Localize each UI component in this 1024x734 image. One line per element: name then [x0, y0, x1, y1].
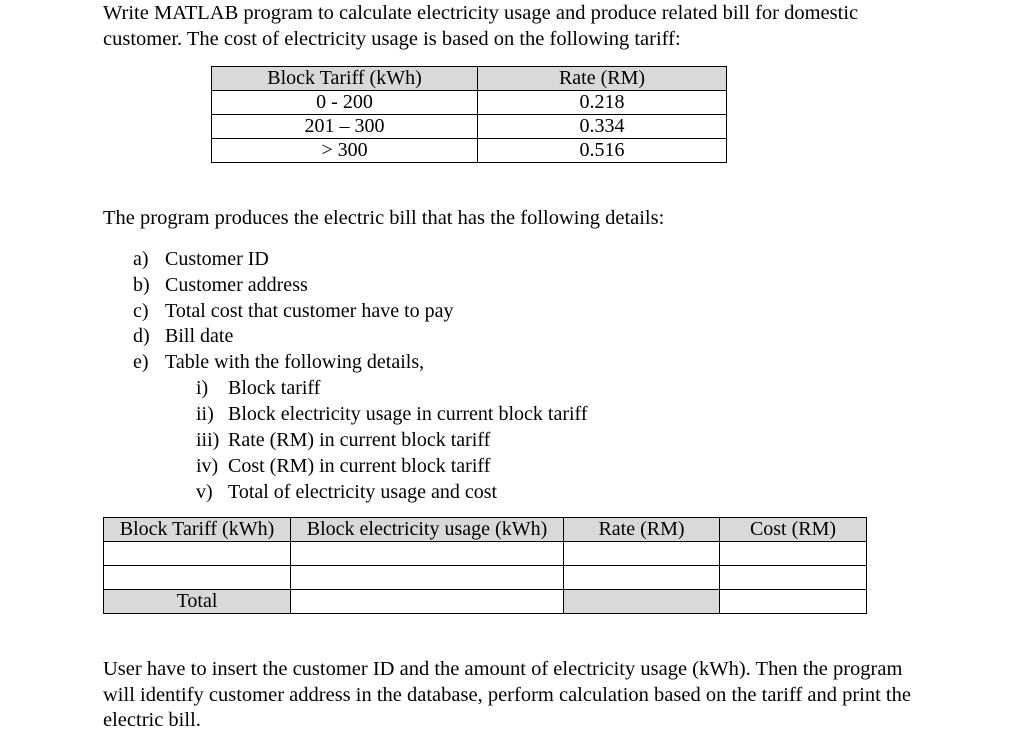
bill-header-row — [104, 518, 867, 542]
list-item — [133, 298, 454, 324]
bill-cell — [104, 566, 291, 590]
bill-empty-row — [104, 542, 867, 566]
tariff-header-rate: Rate (RM) — [478, 67, 727, 91]
sub-list-text: Rate (RM) in current block tariff — [228, 429, 491, 451]
bill-table — [103, 517, 867, 614]
list-item — [133, 323, 233, 349]
sub-list-marker: iv) — [196, 455, 219, 477]
tariff-rate-cell: 0.218 — [478, 91, 727, 115]
sub-list-text: Block tariff — [228, 377, 321, 399]
list-item — [133, 272, 308, 298]
tariff-header-block: Block Tariff (kWh) — [212, 67, 478, 91]
tariff-table — [211, 66, 727, 163]
bill-header-usage: Block electricity usage (kWh) — [291, 518, 564, 542]
intro-paragraph: Write MATLAB program to calculate electricity usage and produce related bill for domestic customer. The cost of electricity usage is based on the following tariff: — [103, 2, 859, 50]
sub-list-item — [196, 453, 490, 479]
tariff-rate-cell: 0.334 — [478, 115, 727, 139]
list-marker: e) — [133, 351, 149, 373]
bill-total-rate-cell — [564, 590, 720, 614]
sub-list-text: Cost (RM) in current block tariff — [228, 455, 491, 477]
bill-cell — [564, 566, 720, 590]
tariff-block-cell: > 300 — [212, 139, 478, 163]
list-text: Bill date — [165, 325, 234, 347]
bill-empty-row — [104, 566, 867, 590]
tariff-row — [212, 139, 727, 163]
bill-cell — [720, 566, 867, 590]
tariff-block-cell: 201 – 300 — [212, 115, 478, 139]
bill-cell — [104, 542, 291, 566]
sub-list-marker: ii) — [196, 403, 214, 425]
bill-cell — [720, 542, 867, 566]
list-marker: c) — [133, 300, 149, 322]
list-text: Total cost that customer have to pay — [165, 300, 454, 322]
sub-list-marker: iii) — [196, 429, 220, 451]
bill-header-block-tariff: Block Tariff (kWh) — [104, 518, 291, 542]
bill-table-container — [103, 517, 867, 614]
list-text: Customer ID — [165, 248, 269, 270]
bill-total-cost-cell — [720, 590, 867, 614]
sub-list-marker: v) — [196, 481, 213, 503]
footer-paragraph: User have to insert the customer ID and the amount of electricity usage (kWh). Then the program will identify customer address in the database, perform calculation based on the tariff and print the electric bill. — [103, 658, 911, 731]
bill-total-row — [104, 590, 867, 614]
list-marker: a) — [133, 248, 149, 270]
tariff-row — [212, 91, 727, 115]
sub-list-item — [196, 479, 497, 505]
list-text: Table with the following details, — [165, 351, 425, 373]
list-item — [133, 246, 269, 272]
bill-cell — [291, 542, 564, 566]
tariff-table-container — [211, 66, 727, 163]
sub-list-item — [196, 401, 588, 427]
tariff-header-row — [212, 67, 727, 91]
bill-total-usage-cell — [291, 590, 564, 614]
sub-list-item — [196, 375, 320, 401]
bill-header-cost: Cost (RM) — [720, 518, 867, 542]
sub-list-item — [196, 427, 490, 453]
list-item — [133, 349, 424, 375]
sub-list-text: Total of electricity usage and cost — [228, 481, 498, 503]
tariff-row — [212, 115, 727, 139]
tariff-rate-cell: 0.516 — [478, 139, 727, 163]
sub-list-marker: i) — [196, 377, 209, 399]
list-marker: d) — [133, 325, 150, 347]
details-heading: The program produces the electric bill that has the following details: — [103, 207, 665, 229]
bill-cell — [291, 566, 564, 590]
sub-list-text: Block electricity usage in current block tariff — [228, 403, 588, 425]
tariff-block-cell: 0 - 200 — [212, 91, 478, 115]
list-marker: b) — [133, 274, 150, 296]
list-text: Customer address — [165, 274, 308, 296]
bill-header-rate: Rate (RM) — [564, 518, 720, 542]
bill-total-label: Total — [104, 590, 291, 614]
bill-cell — [564, 542, 720, 566]
